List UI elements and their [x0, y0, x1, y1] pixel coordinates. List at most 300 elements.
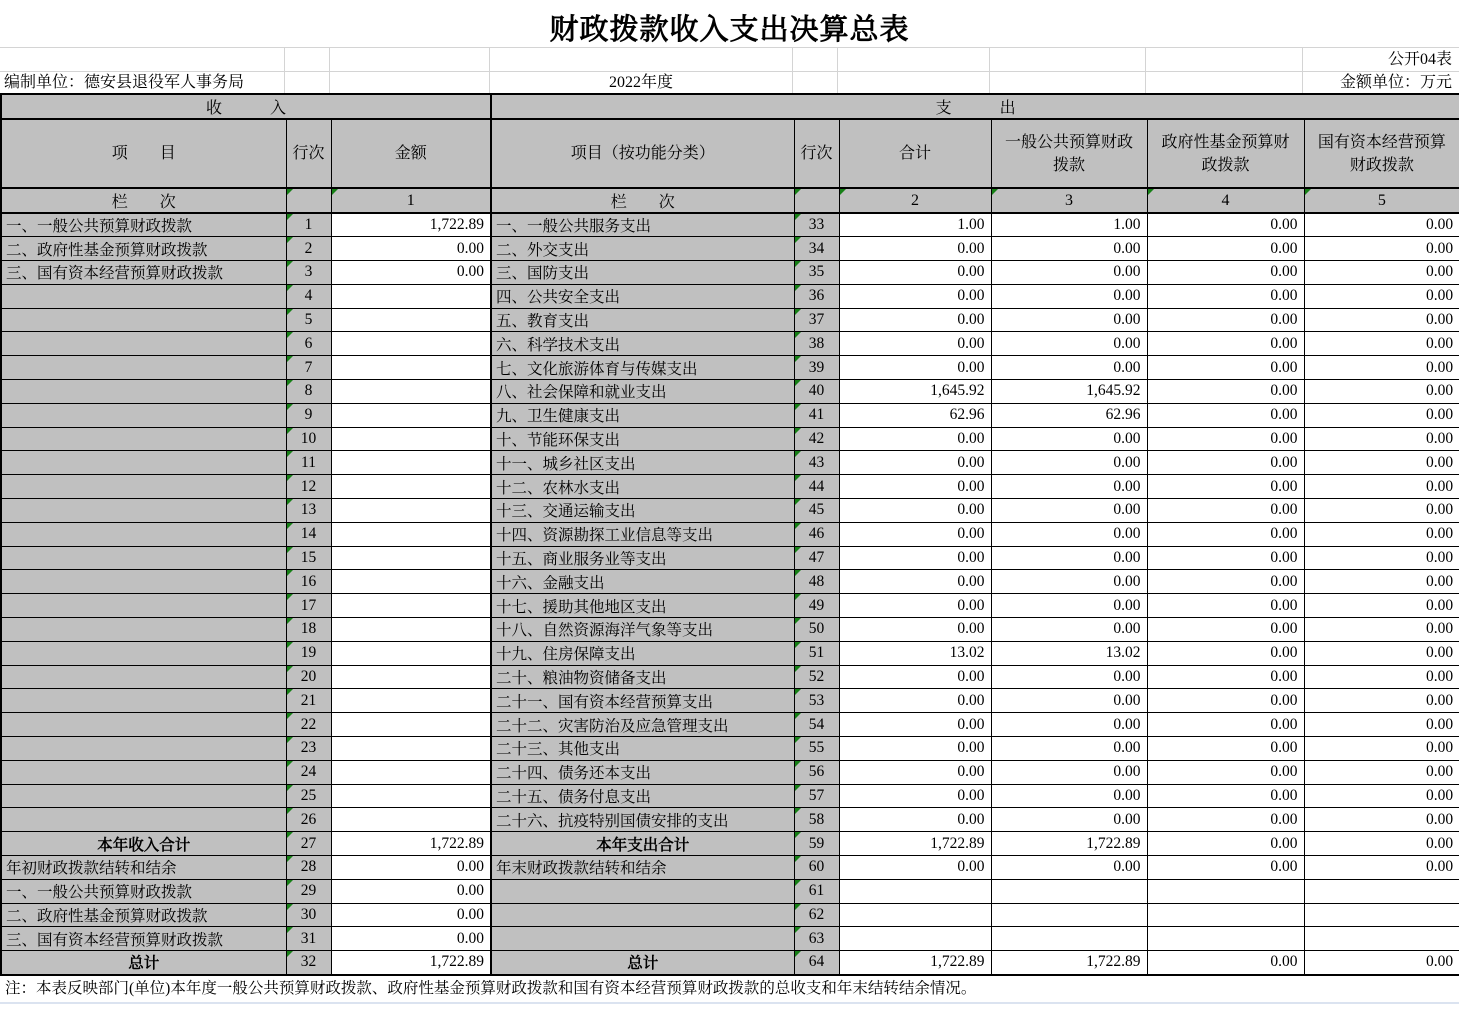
cell-expenditure-total: 0.00: [839, 499, 991, 523]
cell-expenditure-rowno: 53: [794, 689, 839, 713]
fiscal-year: 2022年度: [490, 72, 793, 93]
cell-income-amount: [331, 570, 491, 594]
meta-spacer: [330, 48, 490, 72]
cell-income-amount: [331, 665, 491, 689]
cell-expenditure-gov-fund: 0.00: [1147, 356, 1304, 380]
cell-expenditure-general-budget: 0.00: [991, 856, 1147, 880]
cell-expenditure-item: 二十二、灾害防治及应急管理支出: [491, 713, 794, 737]
table-row: [1, 808, 1459, 832]
lanci-2: 2: [839, 188, 991, 213]
meta-spacer: [1146, 48, 1303, 72]
cell-income-amount: 0.00: [331, 927, 491, 951]
cell-expenditure-item: 十九、住房保障支出: [491, 641, 794, 665]
cell-income-rowno: 4: [286, 284, 331, 308]
cell-income-item: 三、国有资本经营预算财政拨款: [1, 261, 286, 285]
cell-income-item: 一、一般公共预算财政拨款: [1, 213, 286, 237]
lanci-label-right: 栏 次: [491, 188, 794, 213]
cell-expenditure-general-budget: [991, 903, 1147, 927]
cell-expenditure-state-capital: 0.00: [1304, 475, 1459, 499]
table-row: [1, 594, 1459, 618]
cell-expenditure-general-budget: 0.00: [991, 808, 1147, 832]
cell-expenditure-total: 0.00: [839, 570, 991, 594]
table-row: [1, 499, 1459, 523]
cell-expenditure-gov-fund: 0.00: [1147, 737, 1304, 761]
cell-income-amount: [331, 546, 491, 570]
cell-income-item: [1, 332, 286, 356]
cell-expenditure-gov-fund: 0.00: [1147, 213, 1304, 237]
table-row: [1, 308, 1459, 332]
cell-expenditure-general-budget: 1,645.92: [991, 380, 1147, 404]
cell-income-item: [1, 594, 286, 618]
col-gov-fund: 政府性基金预算财政拨款: [1147, 119, 1304, 188]
meta-spacer: [793, 72, 838, 93]
cell-expenditure-gov-fund: 0.00: [1147, 713, 1304, 737]
table-row: [1, 713, 1459, 737]
table-row: [1, 261, 1459, 285]
cell-income-amount: [331, 332, 491, 356]
table-row: [1, 451, 1459, 475]
cell-expenditure-rowno: 52: [794, 665, 839, 689]
cell-expenditure-state-capital: 0.00: [1304, 641, 1459, 665]
cell-expenditure-item: 本年支出合计: [491, 832, 794, 856]
meta-spacer: [838, 72, 990, 93]
cell-expenditure-total: 62.96: [839, 403, 991, 427]
table-row: [1, 903, 1459, 927]
cell-expenditure-gov-fund: 0.00: [1147, 546, 1304, 570]
cell-expenditure-item: 八、社会保障和就业支出: [491, 380, 794, 404]
cell-expenditure-state-capital: 0.00: [1304, 618, 1459, 642]
cell-expenditure-gov-fund: 0.00: [1147, 808, 1304, 832]
cell-expenditure-rowno: 46: [794, 522, 839, 546]
table-row: [1, 856, 1459, 880]
cell-income-amount: [331, 499, 491, 523]
cell-expenditure-rowno: 47: [794, 546, 839, 570]
cell-expenditure-item: [491, 903, 794, 927]
form-number: 公开04表: [1387, 51, 1452, 68]
cell-income-item: [1, 380, 286, 404]
cell-income-amount: [331, 808, 491, 832]
cell-expenditure-rowno: 44: [794, 475, 839, 499]
cell-expenditure-general-budget: 1.00: [991, 213, 1147, 237]
cell-expenditure-total: 13.02: [839, 641, 991, 665]
cell-income-item: [1, 356, 286, 380]
meta-spacer: [838, 48, 990, 72]
cell-expenditure-gov-fund: 0.00: [1147, 689, 1304, 713]
table-row: [1, 879, 1459, 903]
table-row: [1, 427, 1459, 451]
cell-expenditure-rowno: 50: [794, 618, 839, 642]
cell-expenditure-state-capital: [1304, 927, 1459, 951]
cell-expenditure-state-capital: 0.00: [1304, 499, 1459, 523]
cell-income-rowno: 3: [286, 261, 331, 285]
cell-expenditure-rowno: 51: [794, 641, 839, 665]
cell-expenditure-gov-fund: 0.00: [1147, 237, 1304, 261]
cell-expenditure-state-capital: 0.00: [1304, 760, 1459, 784]
table-row: [1, 737, 1459, 761]
cell-expenditure-general-budget: 0.00: [991, 237, 1147, 261]
table-row: [1, 689, 1459, 713]
meta-row-form-no: [0, 47, 1459, 72]
cell-income-amount: [331, 356, 491, 380]
cell-income-item: [1, 713, 286, 737]
col-expenditure-rowno: 行次: [794, 119, 839, 188]
cell-expenditure-state-capital: 0.00: [1304, 427, 1459, 451]
table-row: [1, 475, 1459, 499]
lanci-4: 4: [1147, 188, 1304, 213]
cell-expenditure-item: 二十一、国有资本经营预算支出: [491, 689, 794, 713]
cell-income-rowno: 6: [286, 332, 331, 356]
cell-income-rowno: 22: [286, 713, 331, 737]
cell-expenditure-general-budget: 0.00: [991, 308, 1147, 332]
cell-expenditure-rowno: 63: [794, 927, 839, 951]
cell-income-rowno: 1: [286, 213, 331, 237]
cell-expenditure-total: 0.00: [839, 284, 991, 308]
cell-expenditure-rowno: 42: [794, 427, 839, 451]
column-index-row: [1, 188, 1459, 213]
col-expenditure-item: 项目（按功能分类）: [491, 119, 794, 188]
cell-expenditure-state-capital: 0.00: [1304, 284, 1459, 308]
expenditure-banner: 支 出: [491, 94, 1459, 119]
cell-expenditure-gov-fund: 0.00: [1147, 832, 1304, 856]
cell-expenditure-rowno: 56: [794, 760, 839, 784]
cell-expenditure-general-budget: 0.00: [991, 332, 1147, 356]
table-row: [1, 284, 1459, 308]
cell-income-item: [1, 451, 286, 475]
table-row: [1, 641, 1459, 665]
cell-expenditure-general-budget: 0.00: [991, 451, 1147, 475]
cell-income-item: 一、一般公共预算财政拨款: [1, 879, 286, 903]
cell-income-rowno: 12: [286, 475, 331, 499]
cell-income-rowno: 28: [286, 856, 331, 880]
cell-expenditure-total: 0.00: [839, 760, 991, 784]
cell-income-amount: 0.00: [331, 237, 491, 261]
cell-expenditure-rowno: 62: [794, 903, 839, 927]
cell-expenditure-general-budget: 0.00: [991, 737, 1147, 761]
cell-expenditure-total: 0.00: [839, 546, 991, 570]
meta-spacer: [1146, 72, 1303, 93]
cell-expenditure-total: 1,722.89: [839, 951, 991, 975]
cell-expenditure-gov-fund: [1147, 879, 1304, 903]
cell-income-rowno: 11: [286, 451, 331, 475]
cell-expenditure-rowno: 34: [794, 237, 839, 261]
cell-income-amount: [331, 451, 491, 475]
cell-income-rowno: 15: [286, 546, 331, 570]
lanci-1: 1: [331, 188, 491, 213]
cell-expenditure-gov-fund: 0.00: [1147, 641, 1304, 665]
table-row: [1, 403, 1459, 427]
cell-income-rowno: 32: [286, 951, 331, 975]
cell-expenditure-total: 1.00: [839, 213, 991, 237]
cell-expenditure-gov-fund: 0.00: [1147, 308, 1304, 332]
cell-expenditure-total: 1,722.89: [839, 832, 991, 856]
cell-expenditure-item: 九、卫生健康支出: [491, 403, 794, 427]
cell-income-rowno: 27: [286, 832, 331, 856]
cell-income-rowno: 7: [286, 356, 331, 380]
cell-income-item: [1, 546, 286, 570]
cell-income-rowno: 25: [286, 784, 331, 808]
cell-expenditure-total: 0.00: [839, 261, 991, 285]
cell-income-amount: [331, 380, 491, 404]
cell-expenditure-gov-fund: 0.00: [1147, 403, 1304, 427]
cell-income-rowno: 31: [286, 927, 331, 951]
cell-income-rowno: 26: [286, 808, 331, 832]
cell-income-rowno: 17: [286, 594, 331, 618]
cell-expenditure-state-capital: 0.00: [1304, 308, 1459, 332]
cell-income-item: [1, 760, 286, 784]
cell-expenditure-total: 0.00: [839, 356, 991, 380]
cell-expenditure-item: 十七、援助其他地区支出: [491, 594, 794, 618]
table-row: [1, 356, 1459, 380]
cell-expenditure-item: 二十五、债务付息支出: [491, 784, 794, 808]
cell-income-amount: [331, 403, 491, 427]
cell-expenditure-item: 十八、自然资源海洋气象等支出: [491, 618, 794, 642]
column-header-row: [1, 119, 1459, 188]
cell-expenditure-general-budget: 0.00: [991, 546, 1147, 570]
cell-income-rowno: 13: [286, 499, 331, 523]
cell-expenditure-general-budget: 0.00: [991, 427, 1147, 451]
cell-income-rowno: 29: [286, 879, 331, 903]
cell-income-item: [1, 689, 286, 713]
cell-expenditure-general-budget: 0.00: [991, 689, 1147, 713]
cell-expenditure-total: 0.00: [839, 594, 991, 618]
cell-expenditure-total: 1,645.92: [839, 380, 991, 404]
table-row: [1, 618, 1459, 642]
table-row: [1, 951, 1459, 975]
cell-expenditure-state-capital: 0.00: [1304, 332, 1459, 356]
cell-income-rowno: 24: [286, 760, 331, 784]
table-row: [1, 237, 1459, 261]
table-row: [1, 546, 1459, 570]
cell-expenditure-rowno: 54: [794, 713, 839, 737]
cell-expenditure-gov-fund: 0.00: [1147, 784, 1304, 808]
cell-expenditure-gov-fund: 0.00: [1147, 261, 1304, 285]
cell-income-amount: [331, 427, 491, 451]
cell-expenditure-general-budget: 0.00: [991, 475, 1147, 499]
cell-income-amount: 1,722.89: [331, 951, 491, 975]
cell-expenditure-rowno: 43: [794, 451, 839, 475]
cell-expenditure-item: 五、教育支出: [491, 308, 794, 332]
page-title: 财政拨款收入支出决算总表: [549, 14, 910, 46]
meta-spacer: [0, 48, 285, 72]
cell-income-item: [1, 570, 286, 594]
cell-income-item: 三、国有资本经营预算财政拨款: [1, 927, 286, 951]
lanci-5: 5: [1304, 188, 1459, 213]
cell-income-item: [1, 308, 286, 332]
cell-income-item: [1, 522, 286, 546]
cell-expenditure-total: 0.00: [839, 308, 991, 332]
cell-expenditure-general-budget: 0.00: [991, 356, 1147, 380]
cell-income-item: 二、政府性基金预算财政拨款: [1, 237, 286, 261]
cell-expenditure-gov-fund: 0.00: [1147, 760, 1304, 784]
table-row: [1, 570, 1459, 594]
meta-row-unit-year: [0, 72, 1459, 93]
cell-income-item: [1, 403, 286, 427]
cell-expenditure-gov-fund: 0.00: [1147, 451, 1304, 475]
cell-income-item: [1, 784, 286, 808]
cell-expenditure-gov-fund: 0.00: [1147, 618, 1304, 642]
table-row: [1, 832, 1459, 856]
cell-expenditure-total: [839, 879, 991, 903]
cell-income-rowno: 18: [286, 618, 331, 642]
cell-expenditure-item: 七、文化旅游体育与传媒支出: [491, 356, 794, 380]
col-income-rowno: 行次: [286, 119, 331, 188]
cell-expenditure-rowno: 38: [794, 332, 839, 356]
cell-expenditure-state-capital: [1304, 879, 1459, 903]
cell-expenditure-general-budget: 0.00: [991, 713, 1147, 737]
cell-expenditure-state-capital: 0.00: [1304, 356, 1459, 380]
cell-expenditure-gov-fund: 0.00: [1147, 570, 1304, 594]
cell-income-amount: [331, 308, 491, 332]
cell-expenditure-state-capital: 0.00: [1304, 451, 1459, 475]
cell-expenditure-item: [491, 927, 794, 951]
cell-expenditure-general-budget: [991, 879, 1147, 903]
cell-income-rowno: 23: [286, 737, 331, 761]
cell-expenditure-rowno: 60: [794, 856, 839, 880]
cell-income-item: [1, 499, 286, 523]
table-row: [1, 784, 1459, 808]
cell-income-amount: 0.00: [331, 856, 491, 880]
cell-expenditure-item: 二十三、其他支出: [491, 737, 794, 761]
cell-expenditure-state-capital: 0.00: [1304, 784, 1459, 808]
cell-expenditure-gov-fund: 0.00: [1147, 665, 1304, 689]
cell-income-amount: [331, 284, 491, 308]
cell-expenditure-gov-fund: 0.00: [1147, 380, 1304, 404]
cell-expenditure-state-capital: 0.00: [1304, 403, 1459, 427]
cell-income-rowno: 21: [286, 689, 331, 713]
banner-row: [1, 94, 1459, 119]
cell-expenditure-item: 十五、商业服务业等支出: [491, 546, 794, 570]
col-general-budget: 一般公共预算财政拨款: [991, 119, 1147, 188]
cell-expenditure-item: 十、节能环保支出: [491, 427, 794, 451]
cell-expenditure-rowno: 35: [794, 261, 839, 285]
cell-income-amount: [331, 689, 491, 713]
cell-expenditure-total: 0.00: [839, 856, 991, 880]
cell-expenditure-gov-fund: 0.00: [1147, 284, 1304, 308]
cell-expenditure-general-budget: 0.00: [991, 618, 1147, 642]
cell-expenditure-general-budget: 13.02: [991, 641, 1147, 665]
cell-expenditure-total: 0.00: [839, 689, 991, 713]
cell-expenditure-item: 二十四、债务还本支出: [491, 760, 794, 784]
meta-spacer: [330, 72, 490, 93]
cell-expenditure-state-capital: [1304, 903, 1459, 927]
cell-expenditure-state-capital: 0.00: [1304, 237, 1459, 261]
cell-expenditure-state-capital: 0.00: [1304, 951, 1459, 975]
cell-expenditure-state-capital: 0.00: [1304, 856, 1459, 880]
cell-expenditure-rowno: 40: [794, 380, 839, 404]
lanci-3: 3: [991, 188, 1147, 213]
income-banner: 收 入: [1, 94, 491, 119]
cell-expenditure-rowno: 41: [794, 403, 839, 427]
cell-income-amount: 0.00: [331, 261, 491, 285]
cell-income-rowno: 9: [286, 403, 331, 427]
cell-income-item: 年初财政拨款结转和结余: [1, 856, 286, 880]
cell-expenditure-total: 0.00: [839, 451, 991, 475]
cell-expenditure-state-capital: 0.00: [1304, 665, 1459, 689]
final-accounts-table: [0, 93, 1459, 976]
cell-income-item: [1, 284, 286, 308]
cell-income-amount: [331, 594, 491, 618]
cell-expenditure-item: 三、国防支出: [491, 261, 794, 285]
cell-expenditure-state-capital: 0.00: [1304, 808, 1459, 832]
cell-expenditure-item: 二、外交支出: [491, 237, 794, 261]
cell-expenditure-rowno: 59: [794, 832, 839, 856]
cell-expenditure-rowno: 36: [794, 284, 839, 308]
cell-income-item: [1, 475, 286, 499]
cell-expenditure-total: [839, 927, 991, 951]
cell-expenditure-state-capital: 0.00: [1304, 522, 1459, 546]
cell-expenditure-item: 四、公共安全支出: [491, 284, 794, 308]
cell-income-amount: [331, 618, 491, 642]
cell-expenditure-rowno: 49: [794, 594, 839, 618]
cell-income-item: [1, 427, 286, 451]
cell-expenditure-total: 0.00: [839, 427, 991, 451]
cell-expenditure-item: [491, 879, 794, 903]
cell-income-item: 二、政府性基金预算财政拨款: [1, 903, 286, 927]
cell-expenditure-rowno: 45: [794, 499, 839, 523]
cell-expenditure-item: 二十六、抗疫特别国债安排的支出: [491, 808, 794, 832]
cell-expenditure-state-capital: 0.00: [1304, 570, 1459, 594]
cell-expenditure-general-budget: 0.00: [991, 594, 1147, 618]
cell-income-amount: [331, 713, 491, 737]
cell-expenditure-rowno: 55: [794, 737, 839, 761]
cell-income-amount: 1,722.89: [331, 832, 491, 856]
col-income-item: 项 目: [1, 119, 286, 188]
cell-expenditure-rowno: 33: [794, 213, 839, 237]
cell-expenditure-gov-fund: 0.00: [1147, 332, 1304, 356]
table-row: [1, 760, 1459, 784]
footnote: 注：本表反映部门(单位)本年度一般公共预算财政拨款、政府性基金预算财政拨款和国有资本经营预算财政拨款的总收支和年末结转结余情况。: [0, 976, 1459, 1004]
cell-income-item: [1, 641, 286, 665]
cell-expenditure-state-capital: 0.00: [1304, 546, 1459, 570]
cell-expenditure-item: 十四、资源勘探工业信息等支出: [491, 522, 794, 546]
col-expenditure-total: 合计: [839, 119, 991, 188]
cell-expenditure-gov-fund: 0.00: [1147, 427, 1304, 451]
cell-expenditure-gov-fund: [1147, 903, 1304, 927]
cell-expenditure-total: 0.00: [839, 618, 991, 642]
cell-expenditure-item: 十一、城乡社区支出: [491, 451, 794, 475]
cell-income-amount: [331, 784, 491, 808]
cell-expenditure-general-budget: 1,722.89: [991, 832, 1147, 856]
cell-income-amount: 1,722.89: [331, 213, 491, 237]
cell-expenditure-total: 0.00: [839, 332, 991, 356]
cell-income-rowno: 2: [286, 237, 331, 261]
cell-income-amount: 0.00: [331, 903, 491, 927]
lanci-empty: [286, 188, 331, 213]
cell-expenditure-general-budget: 0.00: [991, 760, 1147, 784]
cell-income-item: [1, 737, 286, 761]
cell-expenditure-state-capital: 0.00: [1304, 213, 1459, 237]
meta-spacer: [490, 48, 793, 72]
meta-spacer: [990, 48, 1146, 72]
cell-expenditure-total: 0.00: [839, 737, 991, 761]
cell-expenditure-gov-fund: 0.00: [1147, 522, 1304, 546]
cell-expenditure-item: 十六、金融支出: [491, 570, 794, 594]
cell-expenditure-rowno: 48: [794, 570, 839, 594]
cell-income-rowno: 19: [286, 641, 331, 665]
cell-income-rowno: 30: [286, 903, 331, 927]
cell-expenditure-total: 0.00: [839, 522, 991, 546]
cell-expenditure-item: 二十、粮油物资储备支出: [491, 665, 794, 689]
cell-income-item: 本年收入合计: [1, 832, 286, 856]
compiling-unit: 编制单位：德安县退役军人事务局: [0, 72, 285, 93]
cell-income-rowno: 16: [286, 570, 331, 594]
cell-expenditure-general-budget: 0.00: [991, 522, 1147, 546]
cell-income-item: [1, 618, 286, 642]
cell-income-rowno: 14: [286, 522, 331, 546]
cell-expenditure-total: 0.00: [839, 784, 991, 808]
cell-expenditure-rowno: 57: [794, 784, 839, 808]
meta-spacer: [990, 72, 1146, 93]
